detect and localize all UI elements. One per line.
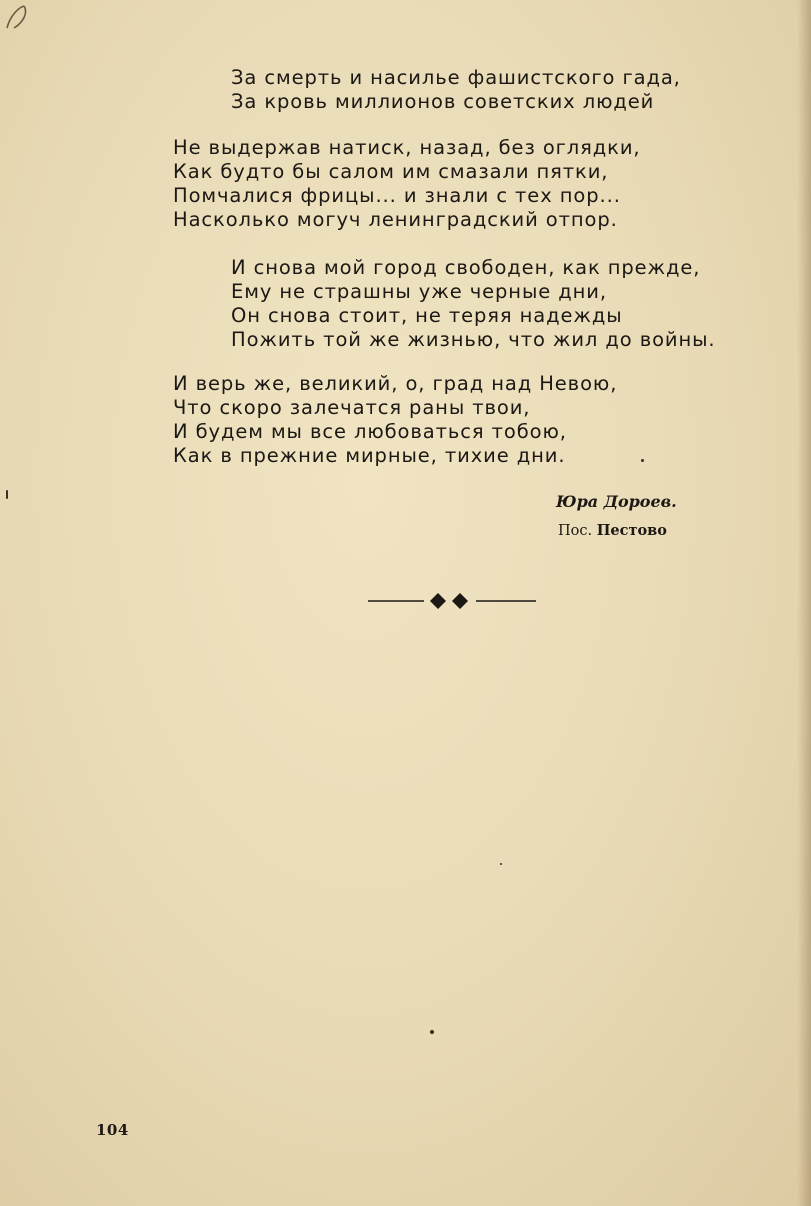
- poem-line: Не выдержав натиск, назад, без оглядки,: [173, 136, 641, 159]
- print-speck: [500, 863, 502, 865]
- page-number: 104: [96, 1121, 129, 1139]
- poem-line: Насколько могуч ленинградский отпор.: [173, 208, 618, 231]
- poem-line: Что скоро залечатся раны твои,: [173, 396, 531, 419]
- double-diamond-rule-icon: [368, 590, 536, 612]
- poem-line: И будем мы все любоваться тобою,: [173, 420, 567, 443]
- page-edge-shadow: [797, 0, 811, 1206]
- poem-line: Как в прежние мирные, тихие дни.: [173, 444, 566, 467]
- print-speck: [641, 459, 644, 462]
- poem-line: Он снова стоит, не теряя надежды: [231, 304, 623, 327]
- poem-line: За смерть и насилье фашистского гада,: [231, 66, 681, 89]
- poem-stanza-4: [173, 372, 617, 468]
- poem-line: Пожить той же жизнью, что жил до войны.: [231, 328, 716, 351]
- location-prefix: Пос.: [558, 523, 593, 539]
- author-location: [558, 522, 667, 539]
- poem-stanza-3: [231, 256, 716, 352]
- author-signature: Юра Дороев.: [556, 492, 677, 511]
- print-speck: [430, 1030, 434, 1034]
- poem-line: И верь же, великий, о, град над Невою,: [173, 372, 618, 395]
- poem-line: Как будто бы салом им смазали пятки,: [173, 160, 609, 183]
- poem-line: Помчалися фрицы... и знали с тех пор...: [173, 184, 621, 207]
- corner-scribble-icon: [4, 2, 30, 32]
- print-speck: [6, 490, 8, 499]
- poem-stanza-1: [231, 66, 681, 114]
- poem-stanza-2: [173, 136, 641, 232]
- location-name: Пестово: [596, 522, 667, 539]
- poem-line: И снова мой город свободен, как прежде,: [231, 256, 701, 279]
- poem-line: Ему не страшны уже черные дни,: [231, 280, 607, 303]
- poem-line: За кровь миллионов советских людей: [231, 90, 655, 113]
